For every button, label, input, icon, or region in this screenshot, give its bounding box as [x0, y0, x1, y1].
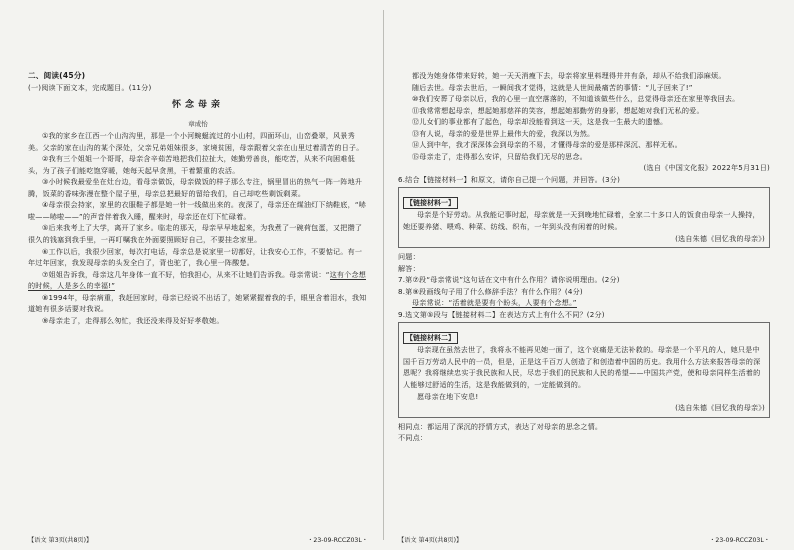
left-footer: [28, 535, 368, 544]
footer-page: 【语文 第3页(共8页)】: [28, 537, 93, 544]
link-material-2: [398, 322, 770, 417]
answer-label: 解答：: [398, 263, 420, 273]
sub-title: (一)阅读下面文本，完成题目。(11分): [28, 82, 152, 92]
paragraph-text: ⑦姐姐告诉我，母亲这几年身体一直不好，怕我担心，从来不让她们告诉我。母亲常说：“: [42, 269, 330, 279]
paragraph: ⑤后来我考上了大学，离开了家乡。临走的那天，母亲早早地起来，为我煮了一碗荷包蛋，又把攒了很久的钱塞到我手里，一再叮嘱我在外面要照顾好自己，不要挂念家里。: [28, 223, 363, 245]
right-footer: [398, 535, 770, 544]
paragraph: ②我有三个姐姐一个哥哥，母亲含辛茹苦地把我们拉扯大，她勤劳善良，能吃苦，从来不向困难低头，为了孩子们能吃饱穿暖，她每天起早贪黑，干着繁重的农活。: [28, 154, 355, 175]
right-page: [398, 0, 770, 550]
paragraph: ⑪我常常想起母亲，想起她那慈祥的笑容，想起她那勤劳的身影，想起她对我们无私的爱。: [412, 105, 704, 115]
paragraph: ④母亲很会持家，家里的衣服鞋子都是她一针一线做出来的。夜深了，母亲还在煤油灯下纳鞋底，“哧啦——哧啦——”的声音伴着我入睡，醒来时，母亲还在灯下忙碌着。: [28, 200, 367, 221]
footer-code: ・23-09-RCCZ03L・: [307, 537, 368, 544]
question-6: 6.结合【链接材料一】和原文，请你自己提一个问题，并回答。(3分): [398, 174, 621, 184]
underlined-quote: 这有个念想的时候，人是多么的幸福!”: [28, 269, 367, 291]
paragraph: ⑫儿女们的事业都有了起色，母亲却没能看到这一天，这是我一生最大的遗憾。: [412, 117, 668, 127]
link-material-1: [398, 187, 770, 248]
paragraph: ⑨母亲走了，走得那么匆忙，我还没来得及好好孝敬她。: [42, 315, 224, 325]
question-label: 问题：: [398, 252, 420, 262]
paragraph: ⑩我们安葬了母亲以后，我的心里一直空落落的，不知道该做些什么，总觉得母亲还在家里等我回去。: [412, 94, 740, 104]
paragraph: ⑧1994年，母亲病重，我赶回家时，母亲已经说不出话了，她紧紧握着我的手，眼里含着泪水，我知道她有很多话要对我说。: [28, 292, 367, 314]
material-ending: 愿母亲在地下安息!: [417, 391, 479, 401]
paragraph: [28, 269, 368, 292]
underlined-quote: 母亲常说：“活着就是要有个盼头，人要有个念想。”: [412, 298, 577, 308]
paragraph: ③小时候我最爱坐在灶台边，看母亲做饭，母亲做饭的样子那么专注，锅里冒出的热气一阵一阵地升腾，饭菜的香味弥漫在整个屋子里，母亲总把最好的留给我们，自己却吃些剩饭剩菜。: [28, 177, 363, 198]
material-source: (选自朱德《回忆我的母亲》): [675, 233, 765, 243]
footer-code: ・23-09-RCCZ03L・: [709, 537, 770, 544]
material-label: 【链接材料二】: [403, 332, 458, 344]
paragraph: ⑬有人说，母亲的爱是世界上最伟大的爱，我深以为然。: [412, 128, 595, 138]
question-8: 8.第⑨段画线句子用了什么修辞手法？有什么作用？(4分): [398, 286, 583, 296]
material-label: 【链接材料一】: [403, 197, 458, 209]
question-9: 9.选文第⑤段与【链接材料二】在表达方式上有什么不同？(2分): [398, 309, 605, 319]
page-divider: [383, 10, 384, 540]
paragraph: ⑭人到中年，我才深深体会到母亲的不易，才懂得母亲的爱是那样深沉、那样无私。: [412, 140, 682, 150]
diff-point: 不同点：: [398, 433, 428, 443]
same-point: 相同点：都运用了深沉的抒情方式，表达了对母亲的思念之情。: [398, 421, 603, 431]
left-page: [28, 0, 368, 550]
footer-page: 【语文 第4页(共8页)】: [398, 537, 463, 544]
article-source: (选自《中国文化报》2022年5月31日): [643, 163, 770, 173]
paragraph: ⑮母亲走了，走得那么安详，只留给我们无尽的思念。: [412, 151, 588, 161]
paragraph: 都没为她身体带来好转，她一天天消瘦下去，母亲将家里料理得井井有条，却从不给我们添麻烦。: [412, 71, 726, 80]
article-author: 章成怡: [188, 120, 208, 129]
material-text: 母亲现在虽然去世了，我将永不能再见她一面了，这个哀痛是无法补救的。母亲是一个平凡的人，她只是中国千百万劳动人民中的一员，但是，正是这千百万人创造了和创造着中国的历史。我用什么方法来报答母亲的深恩呢？我将继续忠实于我民族和人民，尽忠于我们的民族和人民的希望——中国共产党，使和母亲同样生活着的人能够过舒适的生活，这是我能做到的，一定能做到的。: [403, 345, 761, 390]
section-title: 二、阅读(45分): [28, 71, 86, 80]
article-title: 怀念母亲: [171, 100, 224, 111]
paragraph: 随后去世。母亲去世后，一瞬间我才觉得，这就是人世间最痛苦的事情：“儿子回来了!”: [412, 82, 693, 92]
question-7: 7.第⑦段“母亲常说”这句话在文中有什么作用？请你说明理由。(2分): [398, 275, 620, 285]
paragraph: ⑥工作以后，我很少回家，每次打电话，母亲总是说家里一切都好，让我安心工作，不要惦记。有一年过年回家，我发现母亲的头发全白了，背也驼了，我心里一阵酸楚。: [28, 246, 363, 268]
question-8-quote: [398, 297, 770, 309]
material-text: 母亲是个好劳动。从我能记事时起，母亲就是一天到晚地忙碌着，全家二十多口人的饭食由母亲一人操持，她还要养猪、喂鸡、种菜、纺线、织布，一年到头没有闲着的时候。: [403, 210, 760, 232]
paragraph: ①我的家乡在江西一个山沟沟里，那是一个小河蜿蜒流过的小山村，四面环山，山峦叠翠，风景秀美。父亲的家在山沟的某个深处，父亲兄弟姐妹很多，家境贫困，母亲跟着父亲在山里过着清苦的日子。: [28, 131, 364, 152]
material-source: (选自朱德《回忆我的母亲》): [675, 403, 765, 413]
